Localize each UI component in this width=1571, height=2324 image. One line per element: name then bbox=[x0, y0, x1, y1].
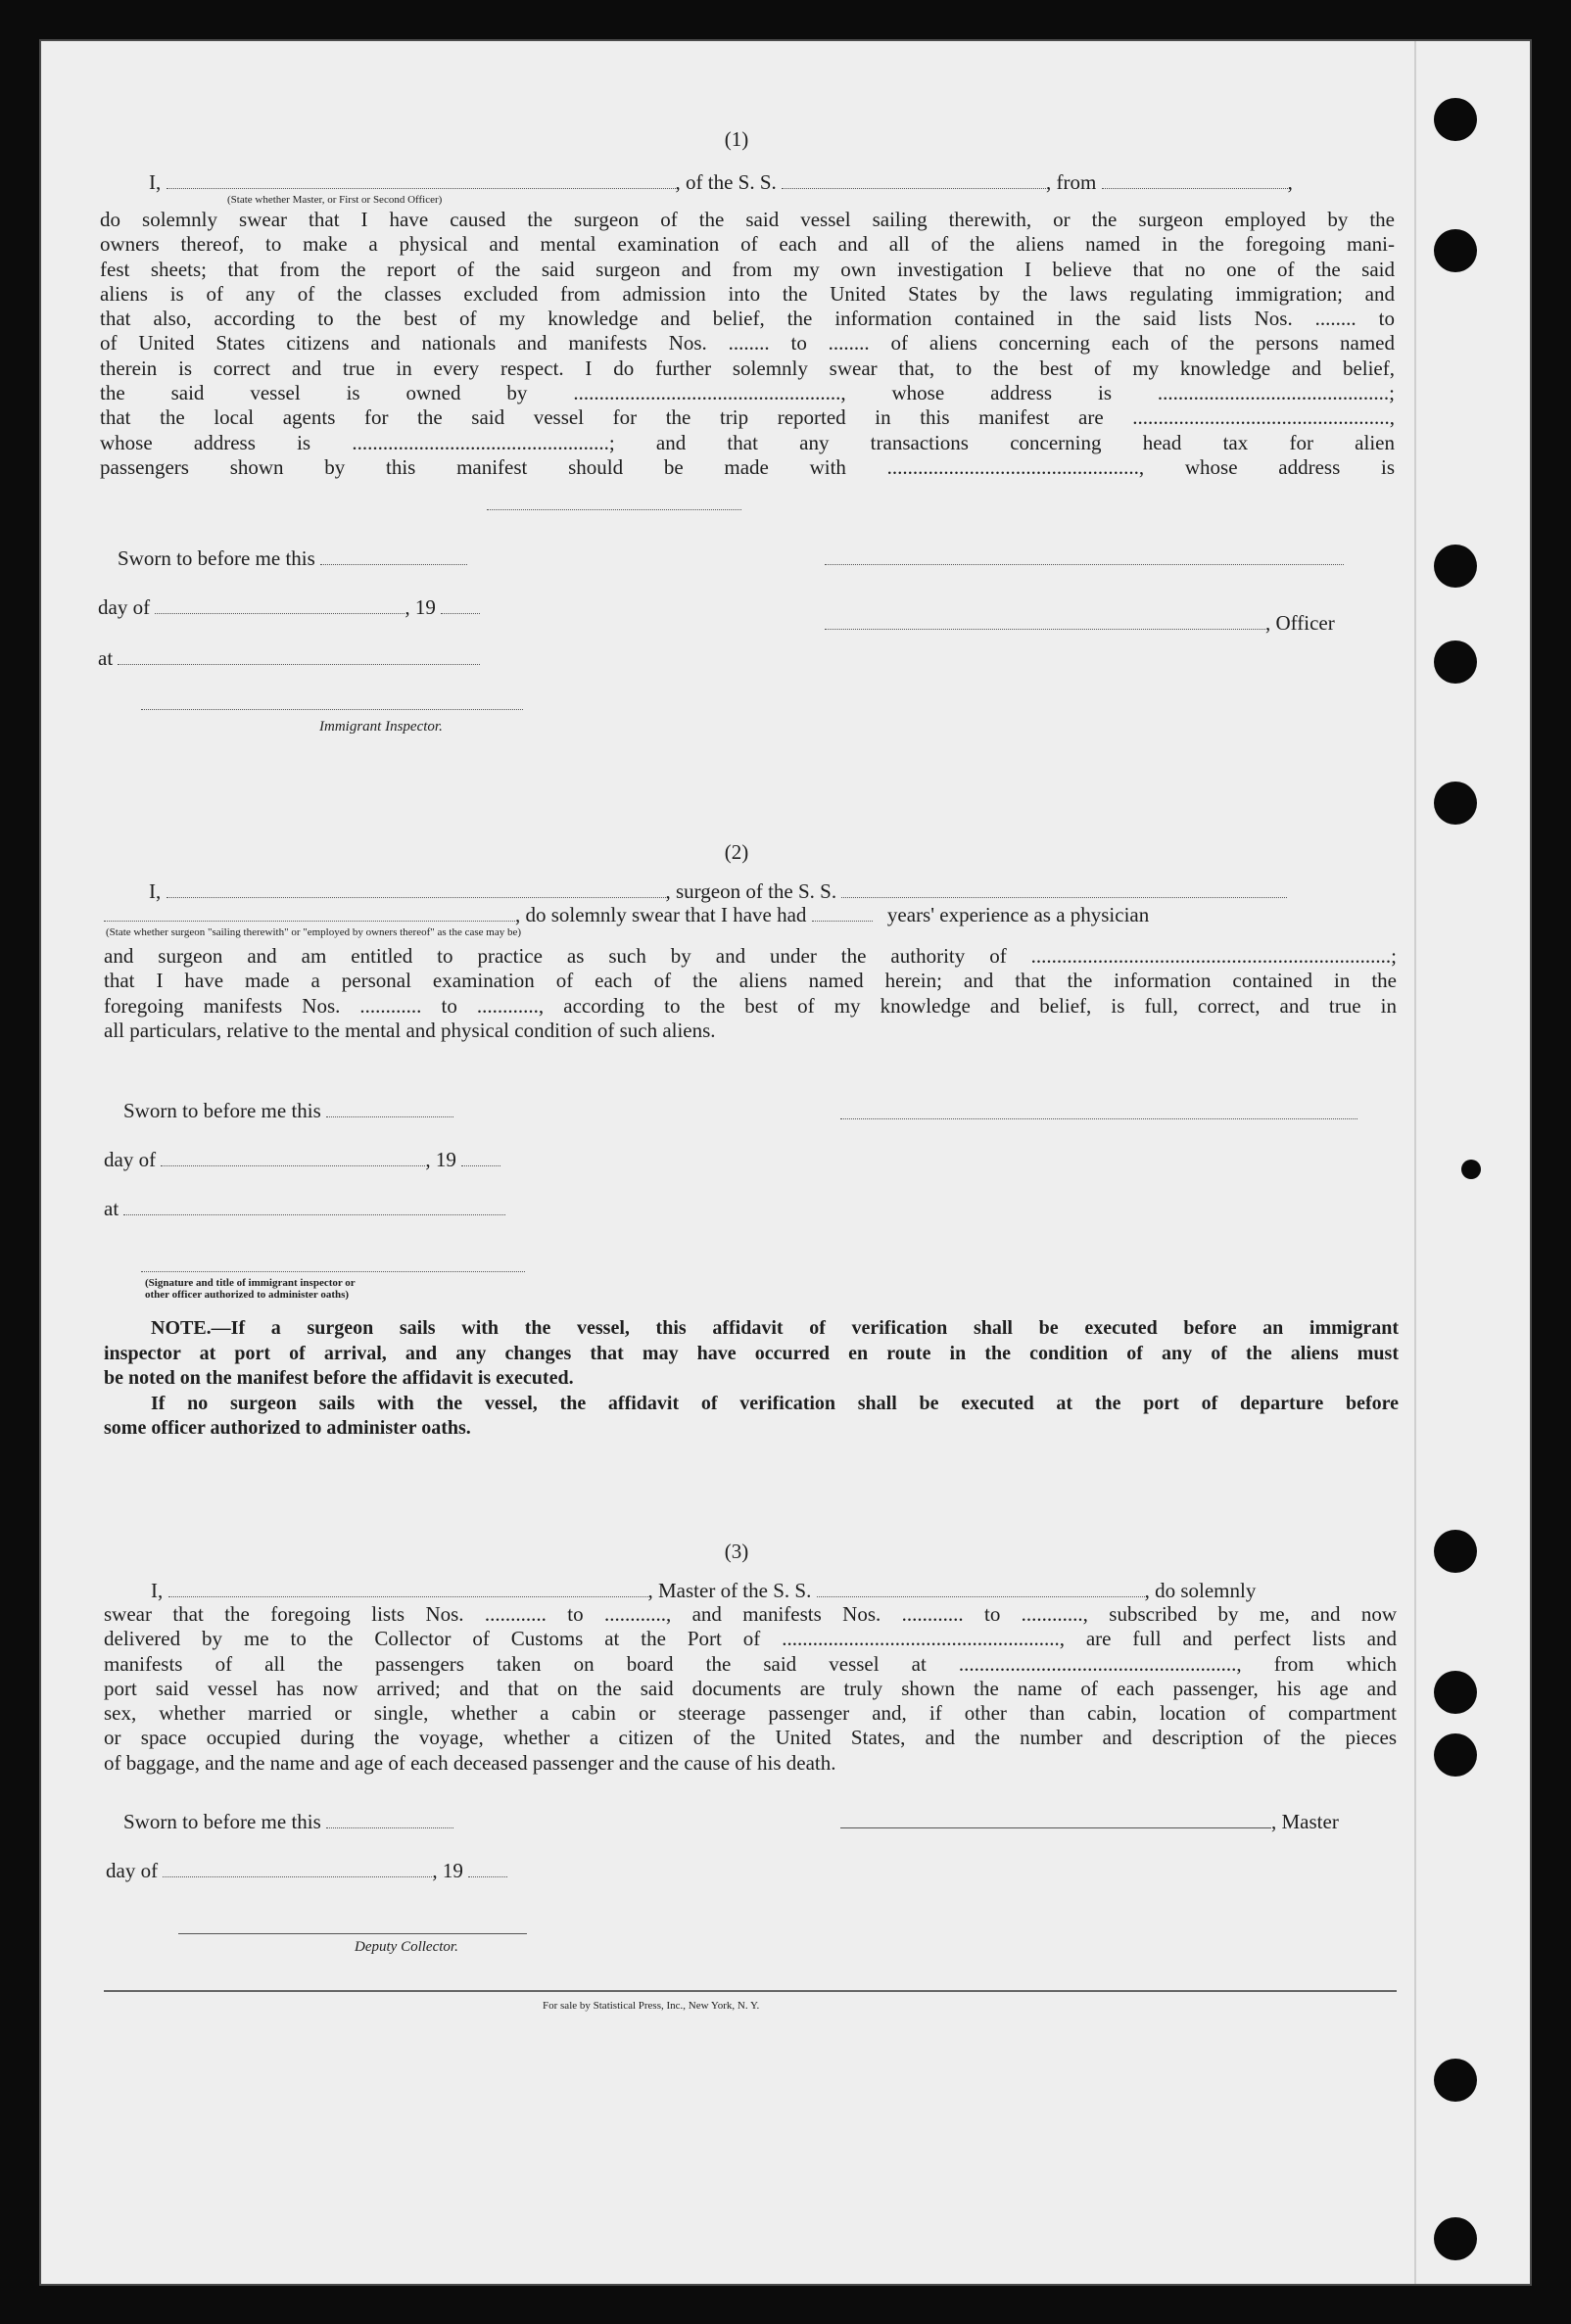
oath-line: sex, whether married or single, whether a cabin or steerage passenger and, if other than cabin, location of compartment bbox=[104, 1701, 1397, 1726]
address-continuation-line[interactable] bbox=[487, 507, 741, 510]
note-line: If no surgeon sails with the vessel, the affidavit of verification shall be executed at the port of departure before bbox=[151, 1392, 1399, 1414]
officer-signature-field[interactable] bbox=[825, 611, 1265, 630]
oath-line: swear that the foregoing lists Nos. ............ to ............, and manifests Nos. ............ to ............, subscribed by me, and now bbox=[104, 1602, 1397, 1626]
oath-line: fest sheets; that from the report of the said surgeon and from my own investigation I believe that no one of the said bbox=[100, 257, 1395, 281]
punch-hole bbox=[1461, 1160, 1481, 1179]
years-field[interactable] bbox=[812, 903, 873, 922]
comma: , bbox=[1287, 170, 1293, 194]
note-line: some officer authorized to administer oaths. bbox=[104, 1417, 471, 1439]
oath-line: port said vessel has now arrived; and that on the said documents are truly shown the name of each passenger, his age and bbox=[104, 1676, 1397, 1700]
sworn-date-field[interactable] bbox=[326, 1810, 453, 1828]
year-label: , 19 bbox=[405, 595, 436, 619]
punch-hole bbox=[1434, 545, 1477, 588]
punch-hole bbox=[1434, 640, 1477, 684]
at-line-1 bbox=[98, 646, 480, 670]
section-1-oath-text bbox=[100, 208, 1395, 480]
pronoun-i: I, bbox=[151, 1579, 164, 1602]
surgeon-of-label: , surgeon of the S. S. bbox=[665, 879, 837, 903]
vessel-name-field[interactable] bbox=[782, 170, 1046, 189]
oath-line: manifests of all the passengers taken on board the said vessel at ......................................................, from which bbox=[104, 1651, 1397, 1676]
master-signature-line bbox=[840, 1810, 1339, 1833]
at-field[interactable] bbox=[123, 1197, 505, 1215]
oath-line: of baggage, and the name and age of each deceased passenger and the cause of his death. bbox=[104, 1750, 836, 1775]
oath-line: or space occupied during the voyage, whether a citizen of the United States, and the number and description of the pieces bbox=[104, 1726, 1397, 1750]
oath-line: that the local agents for the said vessel for the trip reported in this manifest are .................................................., bbox=[100, 405, 1395, 430]
swear-label: , do solemnly swear that I have had bbox=[515, 903, 807, 926]
day-of-label: day of bbox=[98, 595, 151, 619]
section-2-surgeon-line bbox=[149, 879, 1287, 903]
year-field[interactable] bbox=[461, 1148, 500, 1166]
master-vessel-field[interactable] bbox=[817, 1579, 1145, 1597]
administering-officer-signature-line[interactable] bbox=[141, 1269, 525, 1272]
section-3-oath-text bbox=[104, 1602, 1397, 1776]
sworn-label: Sworn to before me this bbox=[123, 1099, 321, 1122]
signature-caption: other officer authorized to administer oaths) bbox=[145, 1289, 350, 1301]
at-line-2 bbox=[104, 1197, 505, 1220]
year-field[interactable] bbox=[468, 1859, 507, 1877]
note-line: inspector at port of arrival, and any changes that may have occurred en route in the condition of any of the aliens must bbox=[104, 1342, 1399, 1364]
at-label: at bbox=[98, 646, 114, 670]
oath-line: foregoing manifests Nos. ............ to ............, according to the best of my knowledge and belief, is full, correct, and true in bbox=[104, 993, 1397, 1018]
signature-caption: (Signature and title of immigrant inspector or bbox=[145, 1277, 356, 1289]
day-of-field[interactable] bbox=[155, 595, 405, 614]
section-3-number: (3) bbox=[724, 1540, 749, 1563]
oath-line: that I have made a personal examination of each of the aliens named herein; and that the information contained in the bbox=[104, 969, 1397, 993]
sworn-line-2 bbox=[123, 1099, 453, 1122]
oath-line: owners thereof, to make a physical and mental examination of each and all of the aliens named in the foregoing mani- bbox=[100, 232, 1395, 257]
officer-caption: (State whether Master, or First or Second Officer) bbox=[227, 194, 443, 206]
inspector-caption: Immigrant Inspector. bbox=[319, 719, 443, 735]
section-3-master-line bbox=[151, 1579, 1256, 1602]
pronoun-i: I, bbox=[149, 170, 162, 194]
oath-line: that also, according to the best of my knowledge and belief, the information contained in the said lists Nos. ........ to bbox=[100, 307, 1395, 331]
of-ss-label: , of the S. S. bbox=[675, 170, 777, 194]
collector-signature-line[interactable] bbox=[178, 1931, 527, 1934]
year-label: , 19 bbox=[425, 1148, 456, 1171]
from-port-field[interactable] bbox=[1102, 170, 1288, 189]
pronoun-i: I, bbox=[149, 879, 162, 903]
year-label: , 19 bbox=[432, 1859, 463, 1882]
surgeon-caption: (State whether surgeon "sailing therewith" or "employed by owners thereof" as the case may be) bbox=[106, 926, 522, 938]
day-of-line-2 bbox=[104, 1148, 500, 1171]
sworn-date-field[interactable] bbox=[320, 546, 467, 565]
oath-line: do solemnly swear that I have caused the surgeon of the said vessel sailing therewith, or the surgeon employed by the bbox=[100, 208, 1395, 231]
note-block bbox=[104, 1316, 1399, 1442]
binding-margin-line bbox=[1414, 41, 1416, 2284]
section-2-experience-line bbox=[104, 903, 1149, 926]
solemnly-label: , do solemnly bbox=[1144, 1579, 1257, 1602]
oath-line: the said vessel is owned by ...................................................., whose address is .............................................; bbox=[100, 381, 1395, 405]
section-2-oath-text bbox=[104, 944, 1397, 1043]
punch-hole bbox=[1434, 1733, 1477, 1777]
day-of-field[interactable] bbox=[161, 1148, 425, 1166]
section-1-number: (1) bbox=[724, 127, 749, 151]
oath-line: passengers shown by this manifest should be made with ................................................., whose address is bbox=[100, 454, 1395, 479]
printer-imprint: For sale by Statistical Press, Inc., New York, N. Y. bbox=[543, 2000, 760, 2012]
day-of-line-3 bbox=[106, 1859, 507, 1882]
oath-line: delivered by me to the Collector of Customs at the Port of ......................................................, are full and perfect lists and bbox=[104, 1627, 1397, 1651]
punch-hole bbox=[1434, 229, 1477, 272]
master-label: , Master bbox=[1271, 1810, 1339, 1833]
officer-title-line[interactable] bbox=[825, 562, 1344, 565]
oath-line: whose address is ..................................................; and that any transactions concerning head tax for alien bbox=[100, 430, 1395, 454]
master-signature-field[interactable] bbox=[840, 1810, 1271, 1828]
day-of-label: day of bbox=[106, 1859, 159, 1882]
section-1-officer-line bbox=[149, 170, 1293, 194]
surgeon-signature-line[interactable] bbox=[840, 1116, 1357, 1119]
surgeon-name-field[interactable] bbox=[167, 879, 666, 898]
sworn-line-3 bbox=[123, 1810, 453, 1833]
oath-line: of United States citizens and nationals and manifests Nos. ........ to ........ of aliens concerning each of the persons named bbox=[100, 331, 1395, 356]
punch-hole bbox=[1434, 98, 1477, 141]
collector-caption: Deputy Collector. bbox=[355, 1939, 458, 1955]
master-name-field[interactable] bbox=[168, 1579, 648, 1597]
years-label: years' experience as a physician bbox=[886, 903, 1150, 926]
surgeon-vessel-field[interactable] bbox=[841, 879, 1287, 898]
inspector-signature-line[interactable] bbox=[141, 707, 523, 710]
day-of-line-1 bbox=[98, 595, 480, 619]
sworn-date-field[interactable] bbox=[326, 1099, 453, 1117]
officer-name-field[interactable] bbox=[167, 170, 676, 189]
officer-label: , Officer bbox=[1265, 611, 1335, 635]
section-2-number: (2) bbox=[724, 840, 749, 864]
punch-hole bbox=[1434, 1530, 1477, 1573]
sworn-label: Sworn to before me this bbox=[123, 1810, 321, 1833]
note-line: NOTE.—If a surgeon sails with the vessel, this affidavit of verification shall be executed before an immigrant bbox=[151, 1317, 1399, 1339]
punch-hole bbox=[1434, 2217, 1477, 2260]
manifest-form-page bbox=[39, 39, 1532, 2286]
surgeon-status-field[interactable] bbox=[104, 903, 515, 922]
officer-signature-line bbox=[825, 611, 1335, 635]
footer-rule bbox=[104, 1990, 1397, 1992]
sworn-label: Sworn to before me this bbox=[118, 546, 315, 570]
from-label: , from bbox=[1046, 170, 1097, 194]
at-label: at bbox=[104, 1197, 119, 1220]
day-of-label: day of bbox=[104, 1148, 157, 1171]
punch-hole bbox=[1434, 1671, 1477, 1714]
day-of-field[interactable] bbox=[163, 1859, 432, 1877]
punch-hole bbox=[1434, 782, 1477, 825]
punch-hole bbox=[1434, 2059, 1477, 2102]
master-of-label: , Master of the S. S. bbox=[647, 1579, 812, 1602]
oath-line: therein is correct and true in every respect. I do further solemnly swear that, to the best of my knowledge and belief, bbox=[100, 356, 1395, 380]
oath-line: aliens is of any of the classes excluded from admission into the United States by the laws regulating immigration; and bbox=[100, 281, 1395, 306]
at-field[interactable] bbox=[118, 646, 480, 665]
note-line: be noted on the manifest before the affidavit is executed. bbox=[104, 1367, 574, 1389]
oath-line: and surgeon and am entitled to practice as such by and under the authority of ......................................................................; bbox=[104, 944, 1397, 968]
oath-line: all particulars, relative to the mental and physical condition of such aliens. bbox=[104, 1018, 716, 1042]
sworn-line-1 bbox=[118, 546, 467, 570]
year-field[interactable] bbox=[441, 595, 480, 614]
